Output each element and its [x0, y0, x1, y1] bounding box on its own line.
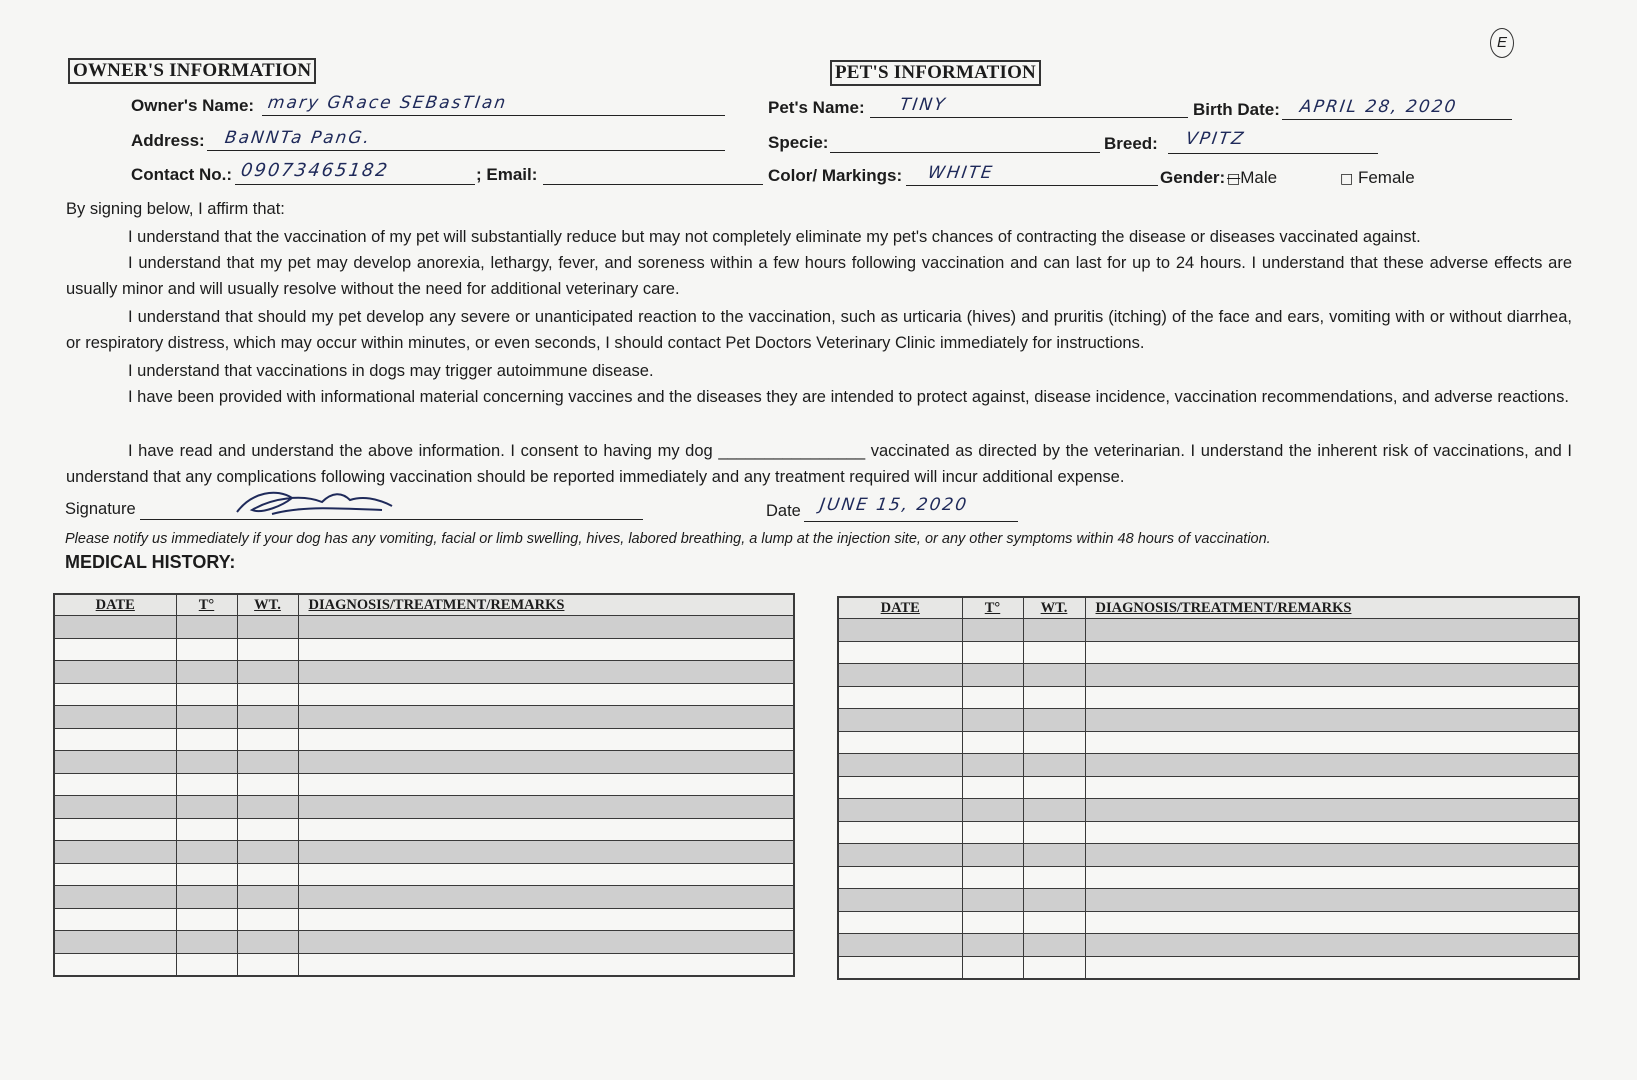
- temperature-cell[interactable]: [962, 934, 1023, 957]
- table-row: [54, 616, 794, 639]
- consent-paragraph-5: I have been provided with informational material concerning vaccines and the diseases they are intended to protect against, disease incidence, vaccination recommendations, and adverse reactions.: [128, 388, 1569, 406]
- table-row: [54, 773, 794, 796]
- table-row: [54, 751, 794, 774]
- medical-history-table-left: [53, 593, 795, 977]
- table-row: [54, 796, 794, 819]
- male-checkbox[interactable]: □: [1227, 171, 1241, 187]
- gender-label: Gender:: [1160, 168, 1226, 187]
- specie-field[interactable]: [830, 130, 1100, 153]
- diagnosis-cell[interactable]: [298, 728, 794, 751]
- temperature-cell[interactable]: [176, 751, 237, 774]
- temperature-cell[interactable]: [176, 886, 237, 909]
- weight-cell[interactable]: [237, 751, 298, 774]
- pet-name-field[interactable]: [870, 95, 1188, 118]
- table-row: [54, 728, 794, 751]
- temperature-cell[interactable]: [962, 641, 1023, 664]
- diagnosis-cell[interactable]: [298, 773, 794, 796]
- weight-cell[interactable]: [237, 706, 298, 729]
- temperature-cell[interactable]: [176, 796, 237, 819]
- temperature-cell[interactable]: [962, 799, 1023, 822]
- date-cell[interactable]: [838, 889, 962, 912]
- temperature-cell[interactable]: [962, 754, 1023, 777]
- header-date: DATE: [838, 597, 962, 619]
- weight-cell[interactable]: [237, 908, 298, 931]
- temperature-cell[interactable]: [176, 908, 237, 931]
- dog-name-blank[interactable]: ________________: [718, 442, 866, 460]
- table-row: [838, 754, 1579, 777]
- weight-cell[interactable]: [237, 841, 298, 864]
- diagnosis-cell[interactable]: [1085, 641, 1579, 664]
- date-cell[interactable]: [838, 731, 962, 754]
- weight-cell[interactable]: [1023, 911, 1085, 934]
- diagnosis-cell[interactable]: [298, 818, 794, 841]
- diagnosis-cell[interactable]: [298, 661, 794, 684]
- diagnosis-cell[interactable]: [1085, 934, 1579, 957]
- diagnosis-cell[interactable]: [1085, 821, 1579, 844]
- temperature-cell[interactable]: [176, 728, 237, 751]
- table-row: [54, 931, 794, 954]
- temperature-cell[interactable]: [962, 731, 1023, 754]
- date-cell[interactable]: [838, 754, 962, 777]
- pet-name-value: TINY: [898, 95, 948, 115]
- table-row: [838, 889, 1579, 912]
- temperature-cell[interactable]: [176, 931, 237, 954]
- table-row: [54, 908, 794, 931]
- diagnosis-cell[interactable]: [1085, 844, 1579, 867]
- birth-date-value: APRIL 28, 2020: [1298, 97, 1459, 117]
- date-cell[interactable]: [838, 956, 962, 979]
- diagnosis-cell[interactable]: [1085, 911, 1579, 934]
- weight-cell[interactable]: [1023, 934, 1085, 957]
- notification-notice: Please notify us immediately if your dog has any vomiting, facial or limb swelling, hives, labored breathing, a lump at the injection site, or any other symptoms within 48 hours of vaccination.: [65, 531, 1271, 547]
- gender-female-option[interactable]: [1340, 168, 1415, 188]
- weight-cell[interactable]: [1023, 709, 1085, 732]
- header-date: DATE: [54, 594, 176, 616]
- table-row: [838, 619, 1579, 642]
- diagnosis-cell[interactable]: [298, 751, 794, 774]
- date-cell[interactable]: [54, 616, 176, 639]
- weight-cell[interactable]: [237, 728, 298, 751]
- color-markings-value: WHITE: [926, 163, 996, 183]
- table-row: [838, 866, 1579, 889]
- table-row: [838, 799, 1579, 822]
- table-row: [838, 709, 1579, 732]
- owner-name-field[interactable]: [262, 93, 725, 116]
- temperature-cell[interactable]: [962, 619, 1023, 642]
- female-label: Female: [1357, 168, 1415, 187]
- date-cell[interactable]: [54, 841, 176, 864]
- temperature-cell[interactable]: [962, 686, 1023, 709]
- table-row: [54, 683, 794, 706]
- address-field[interactable]: [207, 128, 725, 151]
- diagnosis-cell[interactable]: [1085, 866, 1579, 889]
- diagnosis-cell[interactable]: [298, 931, 794, 954]
- date-cell[interactable]: [54, 683, 176, 706]
- table-row: [838, 821, 1579, 844]
- consent-paragraph-3: I understand that should my pet develop any severe or unanticipated reaction to the vaccination, such as urticaria (hives) and pruritis (itching) of the face and ears, vomiting with or without diarrhea, or respiratory distress, which may occur within minutes, or even seconds, I should contact Pet Doctors Veterinary Clinic immediately for instructions.: [66, 308, 1572, 352]
- date-cell[interactable]: [838, 799, 962, 822]
- header-temperature: T°: [176, 594, 237, 616]
- temperature-cell[interactable]: [962, 956, 1023, 979]
- weight-cell[interactable]: [1023, 731, 1085, 754]
- email-label: ; Email:: [476, 165, 538, 184]
- weight-cell[interactable]: [237, 818, 298, 841]
- diagnosis-cell[interactable]: [298, 863, 794, 886]
- table-row: [54, 818, 794, 841]
- diagnosis-cell[interactable]: [298, 796, 794, 819]
- medical-history-table-right: [837, 596, 1580, 980]
- diagnosis-cell[interactable]: [298, 908, 794, 931]
- date-cell[interactable]: [54, 638, 176, 661]
- diagnosis-cell[interactable]: [1085, 619, 1579, 642]
- weight-cell[interactable]: [1023, 754, 1085, 777]
- weight-cell[interactable]: [237, 638, 298, 661]
- weight-cell[interactable]: [1023, 889, 1085, 912]
- left-table-body: [54, 616, 794, 977]
- date-cell[interactable]: [838, 844, 962, 867]
- header-diagnosis: DIAGNOSIS/TREATMENT/REMARKS: [298, 594, 794, 616]
- temperature-cell[interactable]: [962, 776, 1023, 799]
- diagnosis-cell[interactable]: [1085, 889, 1579, 912]
- medical-history-title: MEDICAL HISTORY:: [65, 552, 236, 572]
- temperature-cell[interactable]: [962, 709, 1023, 732]
- temperature-cell[interactable]: [176, 773, 237, 796]
- table-row: [54, 863, 794, 886]
- date-cell[interactable]: [838, 911, 962, 934]
- color-markings-label: Color/ Markings:: [768, 166, 903, 185]
- contact-label: Contact No.:: [131, 165, 233, 184]
- weight-cell[interactable]: [237, 953, 298, 976]
- weight-cell[interactable]: [1023, 664, 1085, 687]
- birth-date-label: Birth Date:: [1193, 100, 1280, 119]
- consent-p6-part-b: vaccinated as directed by the veterinarian. I understand the inherent risk of vaccinations, and I understand that any complications following vaccination should be reported immediately and any treatment required will incur additional expense.: [66, 442, 1572, 486]
- consent-p6-part-a: I have read and understand the above information. I consent to having my dog: [128, 442, 713, 460]
- weight-cell[interactable]: [237, 773, 298, 796]
- address-value: BaNNTa PanG.: [223, 128, 373, 148]
- weight-cell[interactable]: [1023, 799, 1085, 822]
- corner-mark-text: E: [1496, 34, 1507, 51]
- table-row: [54, 706, 794, 729]
- owner-section-title: OWNER'S INFORMATION: [68, 58, 316, 84]
- header-temperature: T°: [962, 597, 1023, 619]
- diagnosis-cell[interactable]: [298, 683, 794, 706]
- table-row: [838, 934, 1579, 957]
- weight-cell[interactable]: [1023, 776, 1085, 799]
- diagnosis-cell[interactable]: [298, 638, 794, 661]
- female-checkbox[interactable]: □: [1340, 171, 1354, 187]
- weight-cell[interactable]: [237, 863, 298, 886]
- table-row: [838, 686, 1579, 709]
- date-cell[interactable]: [838, 619, 962, 642]
- date-cell[interactable]: [54, 931, 176, 954]
- owner-name-value: mary GRace SEBasTIan: [266, 93, 509, 113]
- temperature-cell[interactable]: [176, 616, 237, 639]
- date-cell[interactable]: [54, 953, 176, 976]
- date-cell[interactable]: [838, 821, 962, 844]
- weight-cell[interactable]: [1023, 686, 1085, 709]
- diagnosis-cell[interactable]: [298, 616, 794, 639]
- table-row: [838, 731, 1579, 754]
- diagnosis-cell[interactable]: [1085, 731, 1579, 754]
- diagnosis-cell[interactable]: [298, 841, 794, 864]
- diagnosis-cell[interactable]: [1085, 686, 1579, 709]
- weight-cell[interactable]: [1023, 844, 1085, 867]
- date-cell[interactable]: [54, 706, 176, 729]
- gender-male-option[interactable]: [1227, 168, 1277, 188]
- consent-intro: By signing below, I affirm that:: [66, 200, 285, 218]
- date-cell[interactable]: [54, 908, 176, 931]
- contact-value: 09073465182: [239, 160, 391, 181]
- weight-cell[interactable]: [237, 683, 298, 706]
- weight-cell[interactable]: [1023, 619, 1085, 642]
- diagnosis-cell[interactable]: [298, 706, 794, 729]
- date-cell[interactable]: [54, 886, 176, 909]
- date-cell[interactable]: [54, 661, 176, 684]
- birth-date-field[interactable]: [1282, 97, 1512, 120]
- temperature-cell[interactable]: [176, 841, 237, 864]
- corner-mark: [1490, 28, 1514, 58]
- header-weight: WT.: [1023, 597, 1085, 619]
- table-row: [54, 841, 794, 864]
- specie-label: Specie:: [768, 133, 829, 152]
- date-cell[interactable]: [838, 776, 962, 799]
- owner-name-label: Owner's Name:: [131, 96, 255, 115]
- weight-cell[interactable]: [237, 616, 298, 639]
- consent-paragraph-6: [66, 438, 1572, 490]
- table-row: [54, 638, 794, 661]
- weight-cell[interactable]: [237, 886, 298, 909]
- header-weight: WT.: [237, 594, 298, 616]
- diagnosis-cell[interactable]: [1085, 754, 1579, 777]
- pet-section-title: PET'S INFORMATION: [830, 60, 1041, 86]
- date-value: JUNE 15, 2020: [818, 495, 970, 515]
- date-cell[interactable]: [54, 728, 176, 751]
- breed-label: Breed:: [1104, 134, 1158, 153]
- temperature-cell[interactable]: [176, 953, 237, 976]
- temperature-cell[interactable]: [962, 889, 1023, 912]
- diagnosis-cell[interactable]: [298, 953, 794, 976]
- weight-cell[interactable]: [237, 661, 298, 684]
- temperature-cell[interactable]: [962, 844, 1023, 867]
- diagnosis-cell[interactable]: [1085, 776, 1579, 799]
- weight-cell[interactable]: [1023, 641, 1085, 664]
- email-field[interactable]: [543, 162, 763, 185]
- date-cell[interactable]: [54, 751, 176, 774]
- table-row: [838, 911, 1579, 934]
- temperature-cell[interactable]: [176, 638, 237, 661]
- temperature-cell[interactable]: [176, 661, 237, 684]
- signature-label: Signature: [65, 500, 136, 518]
- pet-name-label: Pet's Name:: [768, 98, 865, 117]
- right-table-body: [838, 619, 1579, 980]
- date-cell[interactable]: [54, 818, 176, 841]
- diagnosis-cell[interactable]: [298, 886, 794, 909]
- temperature-cell[interactable]: [962, 821, 1023, 844]
- diagnosis-cell[interactable]: [1085, 956, 1579, 979]
- weight-cell[interactable]: [237, 931, 298, 954]
- date-cell[interactable]: [838, 641, 962, 664]
- date-field[interactable]: [804, 495, 1018, 522]
- temperature-cell[interactable]: [962, 911, 1023, 934]
- weight-cell[interactable]: [1023, 956, 1085, 979]
- header-diagnosis: DIAGNOSIS/TREATMENT/REMARKS: [1085, 597, 1579, 619]
- date-cell[interactable]: [838, 934, 962, 957]
- date-cell[interactable]: [54, 863, 176, 886]
- weight-cell[interactable]: [1023, 866, 1085, 889]
- breed-field[interactable]: [1168, 131, 1378, 154]
- signature-scribble: [232, 484, 402, 524]
- diagnosis-cell[interactable]: [1085, 664, 1579, 687]
- date-cell[interactable]: [54, 773, 176, 796]
- table-row: [54, 953, 794, 976]
- date-cell[interactable]: [838, 866, 962, 889]
- table-row: [54, 886, 794, 909]
- table-row: [54, 661, 794, 684]
- breed-value: VPITZ: [1184, 129, 1247, 149]
- temperature-cell[interactable]: [176, 683, 237, 706]
- date-cell[interactable]: [838, 686, 962, 709]
- table-row: [838, 956, 1579, 979]
- table-header-row: [54, 594, 794, 616]
- temperature-cell[interactable]: [176, 818, 237, 841]
- temperature-cell[interactable]: [962, 664, 1023, 687]
- table-row: [838, 664, 1579, 687]
- address-label: Address:: [131, 131, 205, 150]
- consent-paragraph-1: I understand that the vaccination of my pet will substantially reduce but may not completely eliminate my pet's chances of contracting the disease or diseases vaccinated against.: [128, 228, 1421, 246]
- date-cell[interactable]: [838, 709, 962, 732]
- date-cell[interactable]: [54, 796, 176, 819]
- table-header-row: [838, 597, 1579, 619]
- table-row: [838, 776, 1579, 799]
- diagnosis-cell[interactable]: [1085, 709, 1579, 732]
- contact-field[interactable]: [235, 162, 475, 185]
- weight-cell[interactable]: [1023, 821, 1085, 844]
- temperature-cell[interactable]: [962, 866, 1023, 889]
- consent-paragraph-2: I understand that my pet may develop anorexia, lethargy, fever, and soreness within a few hours following vaccination and can last for up to 24 hours. I understand that these adverse effects are usually minor and will usually resolve without the need for additional veterinary care.: [66, 254, 1572, 298]
- consent-paragraph-4: I understand that vaccinations in dogs may trigger autoimmune disease.: [128, 362, 654, 380]
- temperature-cell[interactable]: [176, 706, 237, 729]
- table-row: [838, 844, 1579, 867]
- color-markings-field[interactable]: [906, 163, 1158, 186]
- diagnosis-cell[interactable]: [1085, 799, 1579, 822]
- temperature-cell[interactable]: [176, 863, 237, 886]
- date-label: Date: [766, 502, 801, 520]
- male-label: Male: [1240, 168, 1278, 187]
- weight-cell[interactable]: [237, 796, 298, 819]
- table-row: [838, 641, 1579, 664]
- date-cell[interactable]: [838, 664, 962, 687]
